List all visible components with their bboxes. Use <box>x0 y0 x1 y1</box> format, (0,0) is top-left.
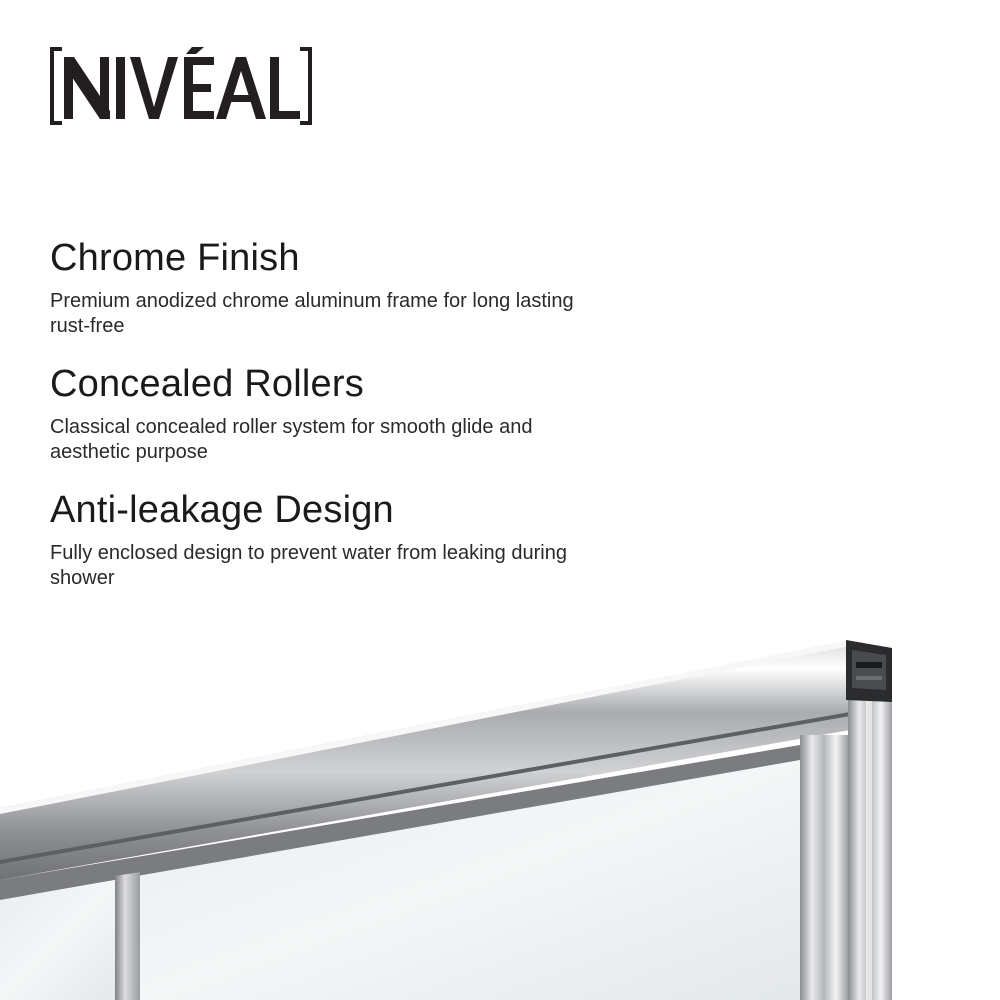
feature-list <box>50 236 610 614</box>
feature-description: Classical concealed roller system for smooth glide and aesthetic purpose <box>50 416 533 463</box>
feature-title: Chrome Finish <box>50 237 300 279</box>
feature-title: Concealed Rollers <box>50 363 364 405</box>
feature-chrome-finish <box>50 236 610 339</box>
feature-concealed-rollers <box>50 362 610 465</box>
feature-title: Anti-leakage Design <box>50 489 394 531</box>
feature-anti-leakage <box>50 488 610 591</box>
shower-door-frame-image <box>0 600 1000 1000</box>
brand-logo <box>50 45 312 127</box>
feature-description: Premium anodized chrome aluminum frame for long lasting rust-free <box>50 290 574 337</box>
feature-description: Fully enclosed design to prevent water from leaking during shower <box>50 542 567 589</box>
